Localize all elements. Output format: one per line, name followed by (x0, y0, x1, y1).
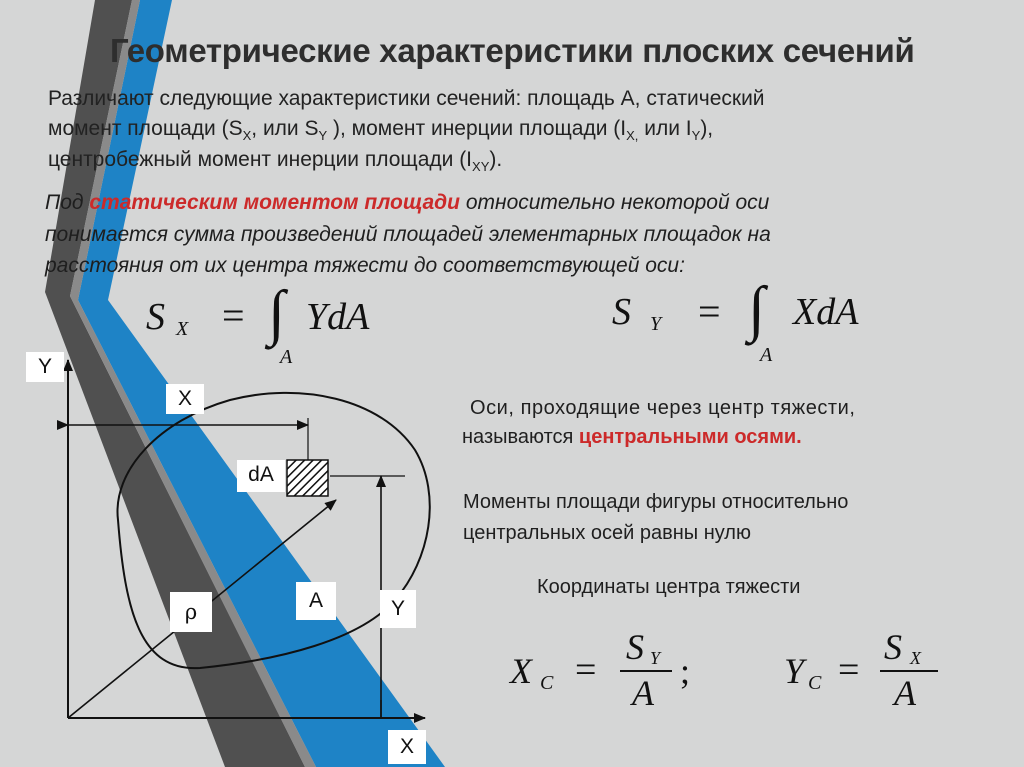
central-axes-term: центральными осями. (578, 426, 802, 448)
definition-line-1: Под статическим моментом площади относительно некоторой оси (45, 191, 770, 214)
intro-line-3: центробежный момент инерции площади $(I_{XY})$. (48, 148, 503, 175)
integral-sign: ∫ (268, 279, 285, 347)
definition-line-3: расстояния от их центра тяжести до соответствующей оси: (45, 254, 685, 277)
zero-moments-line-2: центральных осей равны нулю (463, 522, 751, 544)
x-dimension-label: X (166, 384, 204, 414)
area-label: A (296, 582, 336, 620)
axis-y-label: Y (26, 352, 64, 382)
intro-line-2: момент площади ($S_X$, или $S_Y$ ), момент инерции площади ($I_{X,}$ или $I_Y$), (48, 117, 714, 144)
static-moment-term: статическим моментом площади (89, 191, 460, 214)
da-element (287, 460, 328, 496)
da-label: dA (237, 460, 285, 492)
rho-label: ρ (170, 592, 212, 632)
intro-line-1: Различают следующие характеристики сечений: площадь А, статический (48, 87, 765, 110)
axis-x-label: X (388, 730, 426, 764)
zero-moments-line-1: Моменты площади фигуры относительно (463, 491, 849, 513)
centroid-heading: Координаты центра тяжести (537, 576, 801, 598)
integral-sign: ∫ (748, 275, 765, 343)
y-dimension-label: Y (380, 590, 416, 628)
central-axes-line-2: называются центральными осями. (462, 426, 802, 448)
central-axes-line-1: Оси, проходящие через центр тяжести, (470, 397, 856, 419)
definition-line-2: понимается сумма произведений площадей элементарных площадок на (45, 223, 771, 246)
page-title: Геометрические характеристики плоских сечений (110, 32, 915, 69)
